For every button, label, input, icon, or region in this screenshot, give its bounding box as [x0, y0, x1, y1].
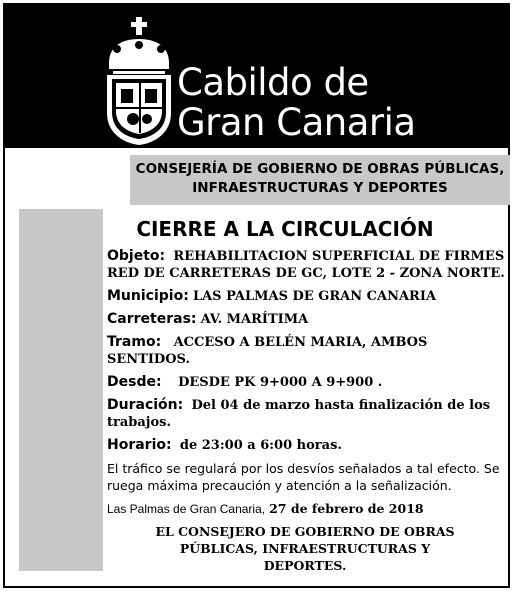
field-label: Duración: — [107, 397, 184, 413]
field-objeto — [107, 248, 507, 282]
field-label: Desde: — [107, 374, 162, 390]
field-tramo — [107, 334, 507, 368]
field-label: Municipio: — [107, 288, 189, 304]
field-value: AV. MARÍTIMA — [200, 312, 309, 327]
place-date — [107, 500, 507, 518]
field-desde — [107, 374, 507, 391]
coat-of-arms-icon — [103, 17, 175, 145]
field-duracion — [107, 397, 507, 431]
field-value: de 23:00 a 6:00 horas. — [179, 438, 342, 453]
side-bar — [19, 209, 103, 571]
department-line-2: INFRAESTRUCTURAS Y DEPORTES — [192, 180, 448, 196]
brand-name — [177, 63, 416, 143]
signer-line-3: DEPORTES. — [263, 558, 347, 573]
field-municipio — [107, 288, 507, 305]
signer-title — [155, 523, 455, 574]
department-band — [130, 155, 510, 205]
field-value: Del 04 de marzo hasta finalización de los trabajos. — [107, 398, 491, 430]
field-label: Tramo: — [107, 334, 162, 350]
field-horario — [107, 437, 507, 454]
notice-frame — [3, 3, 510, 588]
signer-line-2: PÚBLICAS, INFRAESTRUCTURAS Y — [179, 541, 431, 556]
field-value: DESDE PK 9+000 A 9+900 . — [178, 375, 383, 390]
department-line-1: CONSEJERÍA DE GOBIERNO DE OBRAS PÚBLICAS, — [135, 161, 505, 177]
notice-title: CIERRE A LA CIRCULACIÓN — [136, 217, 434, 241]
date: 27 de febrero de 2018 — [269, 501, 424, 516]
notice-body — [107, 248, 507, 518]
header-banner — [5, 5, 508, 148]
brand-line-1: Cabildo de — [177, 61, 369, 104]
field-value: REHABILITACION SUPERFICIAL DE FIRMES RED DE CARRETERAS DE GC, LOTE 2 - ZONA NORTE. — [107, 249, 505, 281]
place: Las Palmas de Gran Canaria, — [107, 502, 266, 516]
field-carreteras — [107, 311, 507, 328]
field-label: Horario: — [107, 437, 172, 453]
field-label: Carreteras: — [107, 311, 197, 327]
field-label: Objeto: — [107, 248, 166, 264]
traffic-note: El tráfico se regulará por los desvíos señalados a tal efecto. Se ruega máxima precaución y atención a la señalización. — [107, 461, 500, 493]
field-value: LAS PALMAS DE GRAN CANARIA — [192, 289, 437, 304]
department-name — [130, 160, 510, 198]
field-value: ACCESO A BELÉN MARIA, AMBOS SENTIDOS. — [107, 335, 428, 367]
brand-line-2: Gran Canaria — [177, 101, 416, 144]
signer-line-1: EL CONSEJERO DE GOBIERNO DE OBRAS — [155, 524, 455, 539]
